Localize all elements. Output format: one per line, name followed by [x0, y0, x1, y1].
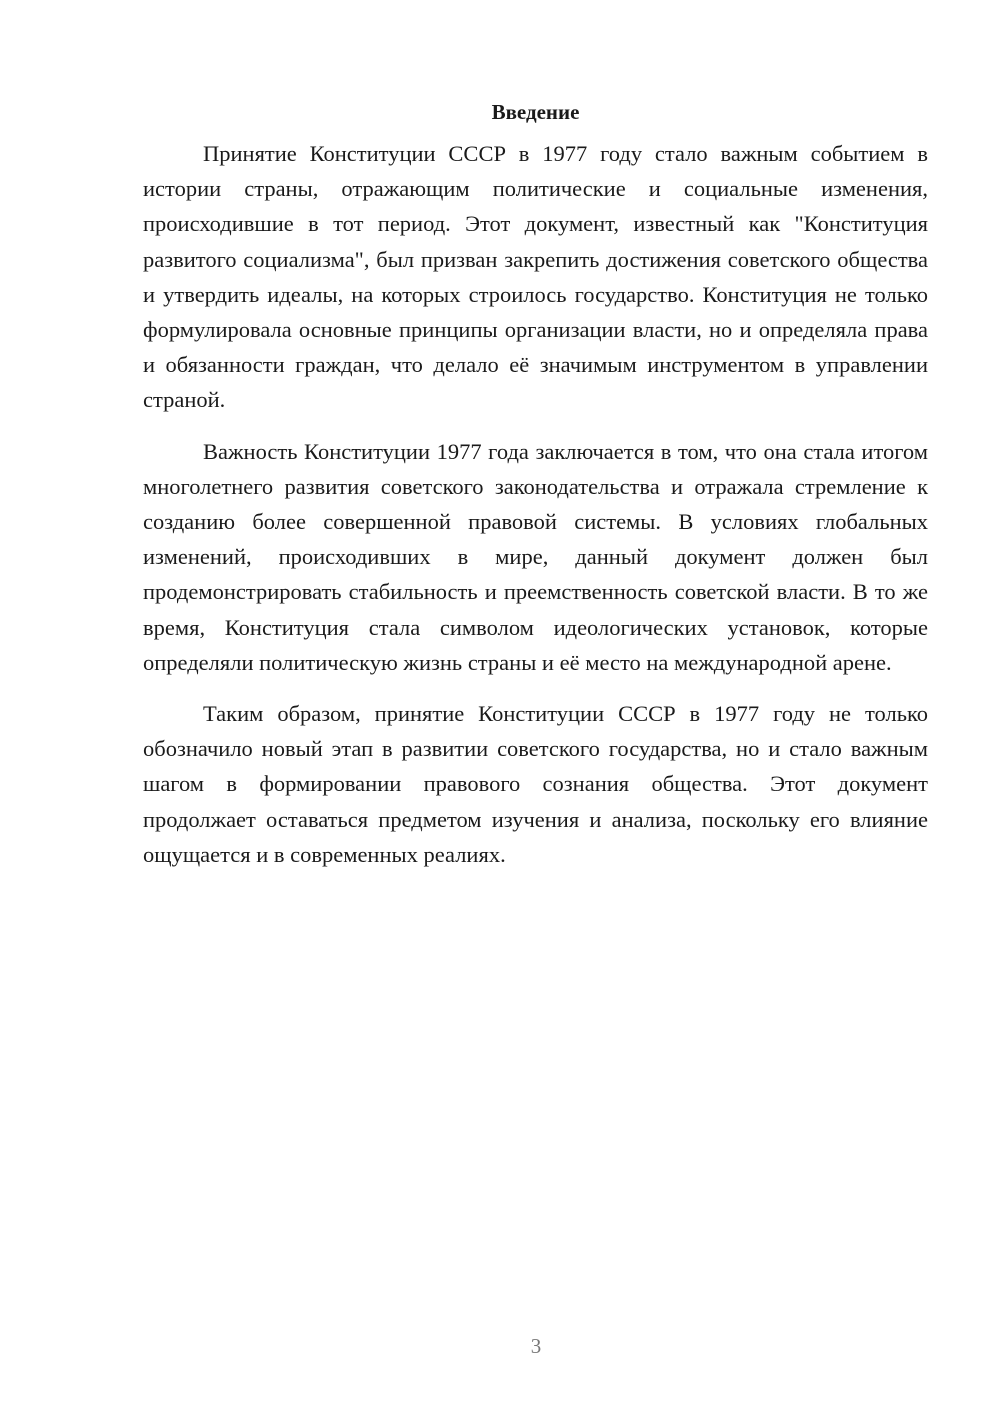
page-number: 3	[530, 1334, 542, 1358]
section-heading: Введение	[491, 100, 580, 124]
paragraph-2: Важность Конституции 1977 года заключается в том, что она стала итогом многолетнего развития советского законодательства и отражала стремление к созданию более совершенной правовой системы. В условиях глобальных изменений, происходивших в мире, данный документ должен был продемонстрировать стабильность и преемственность советской власти. В то же время, Конституция стала символом идеологических установок, которые определяли политическую жизнь страны и её место на международной арене.	[143, 438, 928, 675]
page-content	[143, 98, 928, 888]
paragraph-3: Таким образом, принятие Конституции СССР в 1977 году не только обозначило новый этап в развитии советского государства, но и стало важным шагом в формировании правового сознания общества. Этот документ продолжает оставаться предметом изучения и анализа, поскольку его влияние ощущается и в современных реалиях.	[143, 701, 928, 867]
paragraph-1: Принятие Конституции СССР в 1977 году стало важным событием в истории страны, отражающим политические и социальные изменения, происходившие в тот период. Этот документ, известный как "Конституция развитого социализма", был призван закрепить достижения советского общества и утвердить идеалы, на которых строилось государство. Конституция не только формулировала основные принципы организации власти, но и определяла права и обязанности граждан, что делало её значимым инструментом в управлении страной.	[143, 141, 928, 413]
